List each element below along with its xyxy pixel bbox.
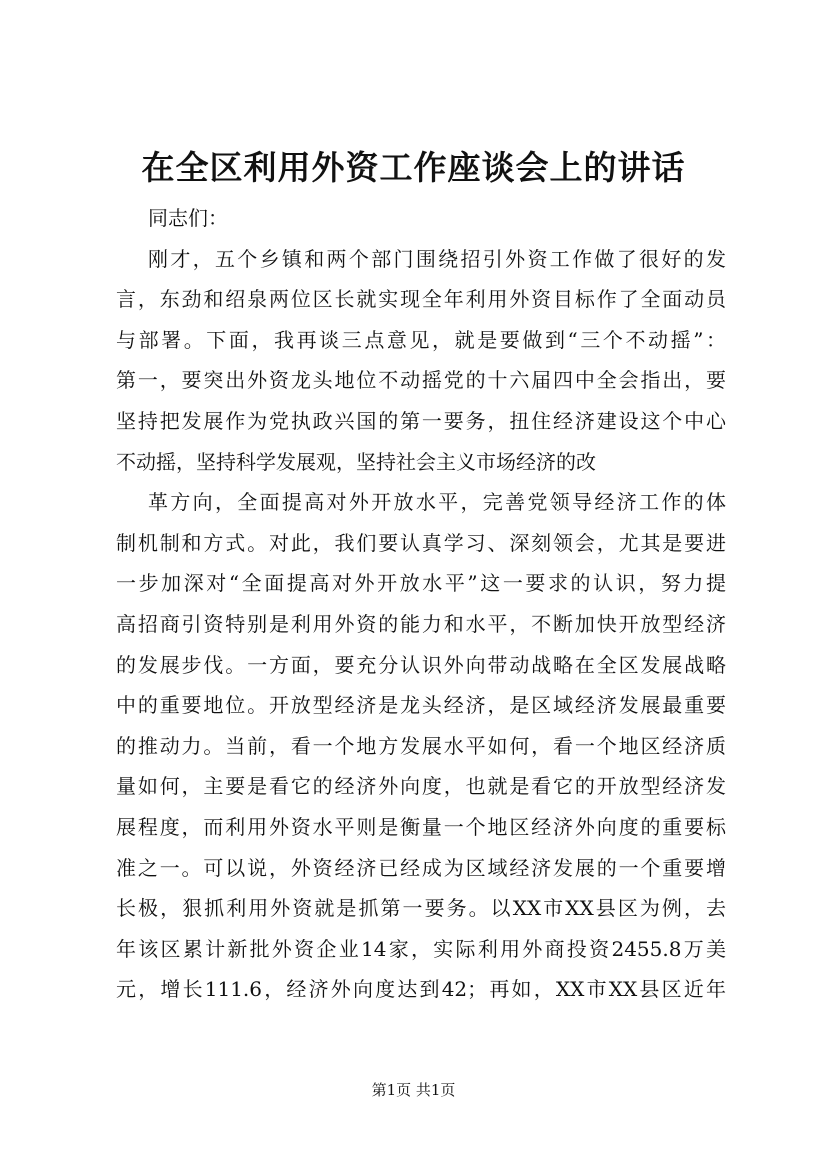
paragraph-line: 革方向，全面提高对外开放水平，完善党领导经济工作的体 [148,490,726,515]
paragraph-line: 展程度，而利用外资水平则是衡量一个地区经济外向度的重要标 [116,814,726,839]
paragraph-line: 言，东劲和绍泉两位区长就实现全年利用外资目标作了全面动员 [116,287,726,312]
paragraph-line: 不动摇，坚持科学发展观，坚持社会主义市场经济的改 [116,449,596,474]
paragraph-line: 制机制和方式。对此，我们要认真学习、深刻领会，尤其是要进 [116,530,726,555]
paragraph-line: 的发展步伐。一方面，要充分认识外向带动战略在全区发展战略 [116,652,726,677]
paragraph-line: 准之一。可以说，外资经济已经成为区域经济发展的一个重要增 [116,855,726,880]
paragraph-line: 高招商引资特别是利用外资的能力和水平，不断加快开放型经济 [116,611,726,636]
paragraph-line: 中的重要地位。开放型经济是龙头经济，是区域经济发展最重要 [116,693,726,718]
salutation-line: 同志们： [148,206,228,230]
paragraph-line: 与部署。下面，我再谈三点意见，就是要做到“三个不动摇”： [116,327,726,352]
paragraph-line: 年该区累计新批外资企业14家，实际利用外商投资2455.8万美 [116,936,726,961]
paragraph-line: 一步加深对“全面提高对外开放水平”这一要求的认识，努力提 [116,571,726,596]
page-footer: 第1页 共1页 [371,1081,456,1099]
paragraph-line: 的推动力。当前，看一个地方发展水平如何，看一个地区经济质 [116,733,726,758]
paragraph-line: 刚才，五个乡镇和两个部门围绕招引外资工作做了很好的发 [148,246,726,271]
paragraph-line: 元，增长111.6，经济外向度达到42；再如，XX市XX县区近年 [116,977,726,1002]
paragraph-line: 量如何，主要是看它的经济外向度，也就是看它的开放型经济发 [116,774,726,799]
paragraph-line: 坚持把发展作为党执政兴国的第一要务，扭住经济建设这个中心 [116,408,726,433]
document-title: 在全区利用外资工作座谈会上的讲话 [141,148,686,187]
paragraph-line: 第一，要突出外资龙头地位不动摇党的十六届四中全会指出，要 [116,368,726,393]
paragraph-line: 长极，狠抓利用外资就是抓第一要务。以XX市XX县区为例，去 [116,896,726,921]
document-body [116,198,726,1010]
